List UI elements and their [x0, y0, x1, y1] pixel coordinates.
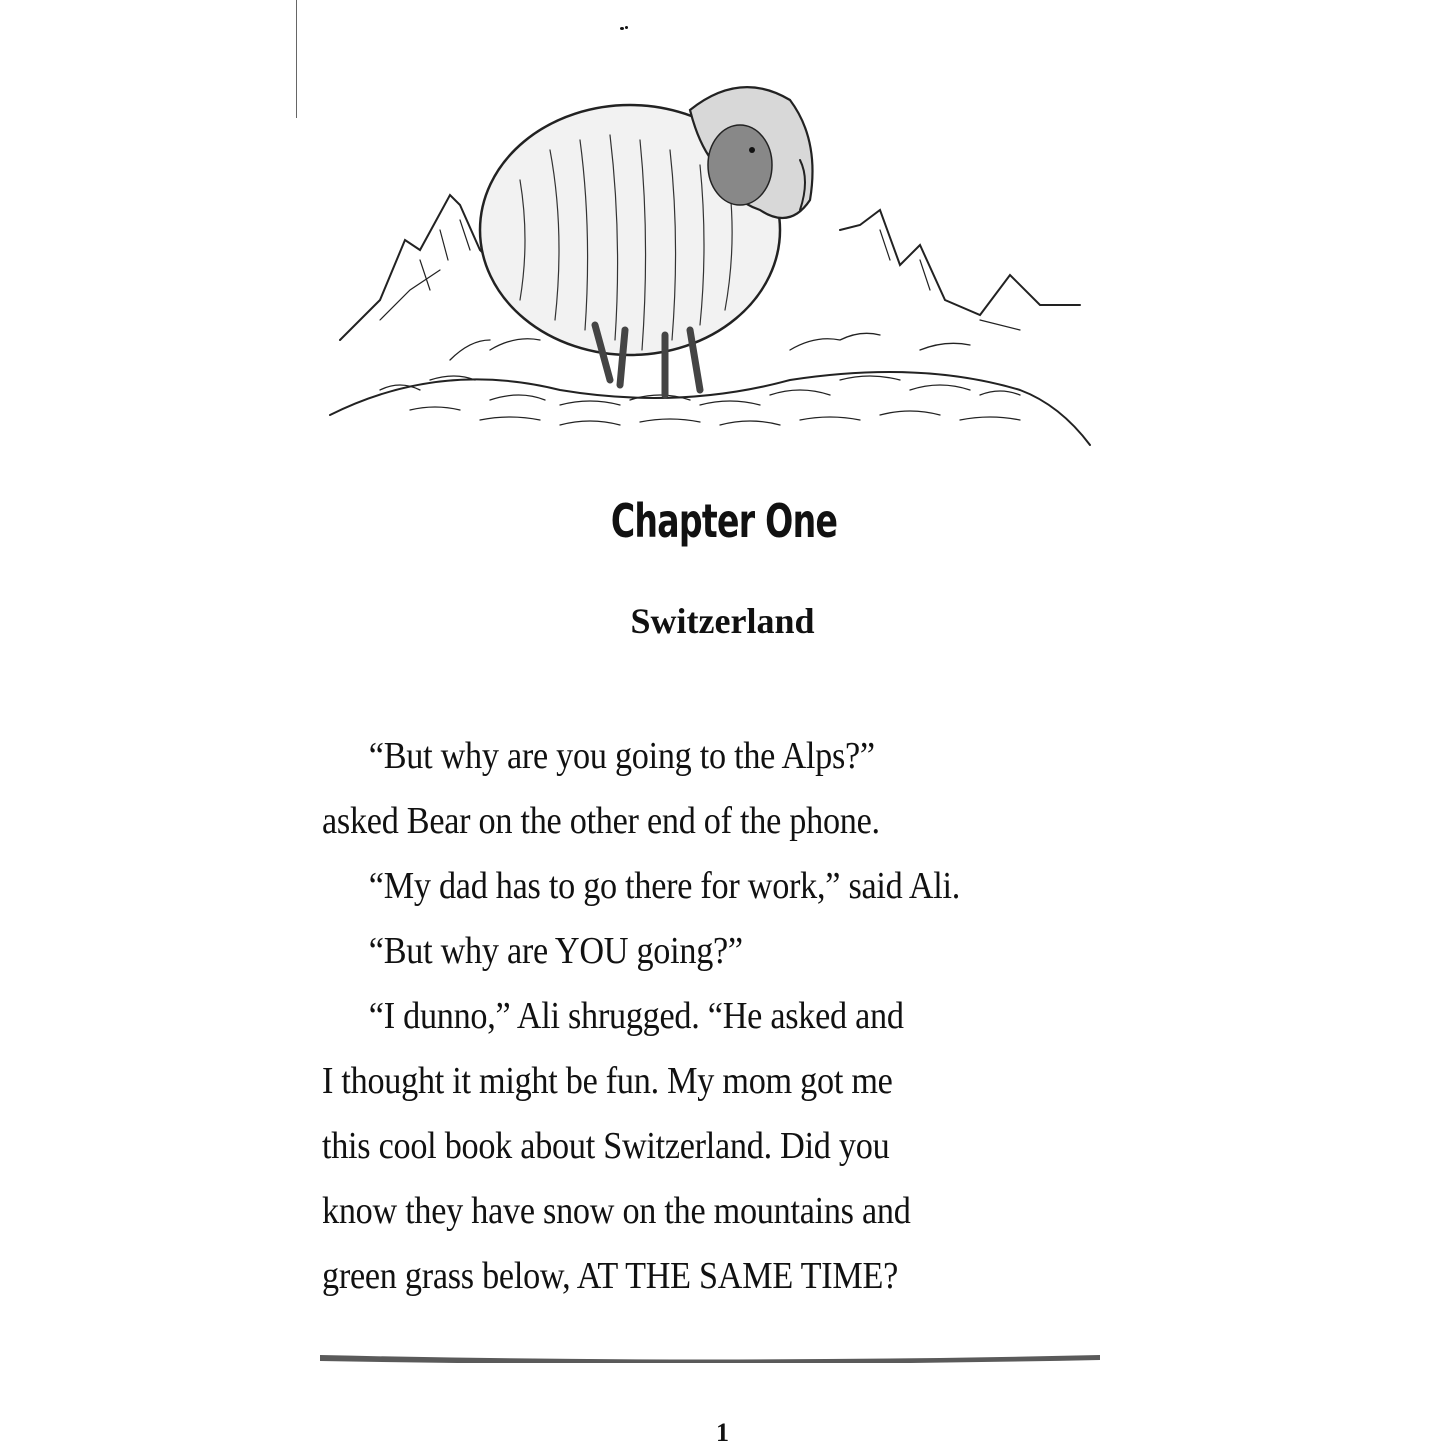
body-line: “I dunno,” Ali shrugged. “He asked and [368, 995, 904, 1037]
body-line: asked Bear on the other end of the phone. [322, 800, 880, 842]
chapter-subtitle: Switzerland [630, 601, 815, 641]
body-text [322, 724, 1142, 1309]
body-line: know they have snow on the mountains and [322, 1190, 911, 1232]
page-number: 1 [716, 1418, 729, 1447]
grass-ground [330, 372, 1090, 445]
ink-speck [620, 26, 628, 30]
page-edge-line [296, 0, 297, 118]
mountain-left [340, 195, 490, 340]
chapter-title: Chapter One [610, 494, 838, 548]
body-line: green grass below, AT THE SAME TIME? [322, 1255, 899, 1297]
body-line: “My dad has to go there for work,” said Ali. [368, 865, 961, 907]
body-line: this cool book about Switzerland. Did you [322, 1125, 890, 1167]
sheep-illustration [320, 60, 1110, 460]
footer-rule [320, 1354, 1100, 1363]
body-line: I thought it might be fun. My mom got me [322, 1060, 893, 1102]
body-line: “But why are YOU going?” [368, 930, 743, 972]
body-line: “But why are you going to the Alps?” [368, 735, 875, 777]
mountain-right [840, 210, 1080, 315]
